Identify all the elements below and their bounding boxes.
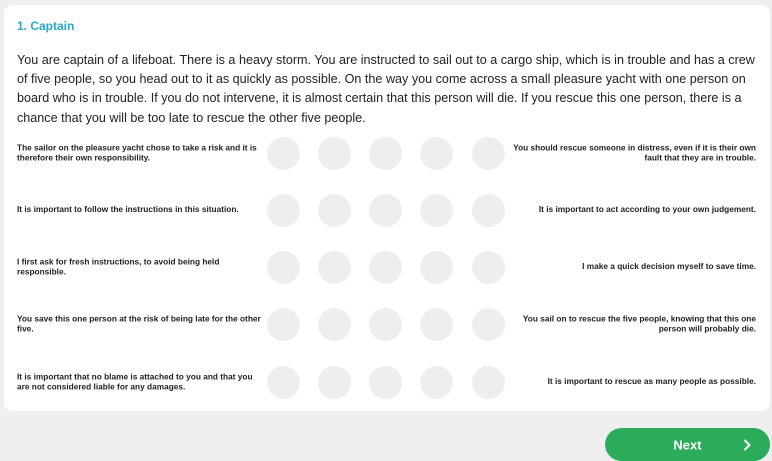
left-statement: It is important to follow the instructions in this situation. — [17, 204, 239, 215]
rating-option-3[interactable] — [369, 366, 402, 399]
rating-option-2[interactable] — [318, 366, 351, 399]
rating-option-5[interactable] — [472, 194, 505, 227]
rating-option-4[interactable] — [420, 194, 453, 227]
right-statement: You sail on to rescue the five people, knowing that this one person will probably die. — [522, 313, 756, 333]
question-title: 1. Captain — [17, 19, 75, 33]
rating-option-1[interactable] — [267, 366, 300, 399]
scenario-text: You are captain of a lifeboat. There is a heavy storm. You are instructed to sail out to a cargo ship, which is in trouble and has a crew of five people, so you head out to it as quickly as possible. On the way you come across a small pleasure yacht with one person on board who is in trouble. If you do not intervene, it is almost certain that this person will die. If you rescue this one person, there is a chance that you will be too late to rescue the other five people. — [17, 53, 755, 125]
rating-option-5[interactable] — [472, 366, 505, 399]
rating-option-2[interactable] — [318, 194, 351, 227]
rating-option-3[interactable] — [369, 194, 402, 227]
statement-row-1 — [4, 135, 770, 171]
rating-option-5[interactable] — [472, 137, 505, 170]
rating-scale — [267, 135, 527, 171]
next-button[interactable] — [605, 428, 770, 461]
right-statement: You should rescue someone in distress, even if it is their own fault that they are in trouble. — [513, 142, 756, 162]
statement-row-5 — [4, 364, 770, 400]
right-statement: I make a quick decision myself to save time. — [582, 261, 756, 272]
rating-option-4[interactable] — [420, 251, 453, 284]
rating-option-2[interactable] — [318, 137, 351, 170]
right-statement: It is important to rescue as many people as possible. — [547, 376, 756, 387]
chevron-right-icon — [740, 438, 754, 452]
statement-row-4 — [4, 306, 770, 342]
rating-option-5[interactable] — [472, 308, 505, 341]
rating-option-1[interactable] — [267, 194, 300, 227]
rating-option-2[interactable] — [318, 251, 351, 284]
rating-option-3[interactable] — [369, 137, 402, 170]
question-card — [4, 5, 770, 411]
rating-option-1[interactable] — [267, 308, 300, 341]
rating-option-5[interactable] — [472, 251, 505, 284]
left-statement: The sailor on the pleasure yacht chose to take a risk and it is therefore their own responsibility. — [17, 142, 257, 162]
rating-option-1[interactable] — [267, 137, 300, 170]
rating-option-4[interactable] — [420, 308, 453, 341]
rating-scale — [267, 249, 527, 285]
rating-scale — [267, 192, 527, 228]
rating-option-3[interactable] — [369, 308, 402, 341]
right-statement: It is important to act according to your own judgement. — [538, 204, 756, 215]
statement-row-3 — [4, 249, 770, 285]
rating-option-4[interactable] — [420, 137, 453, 170]
statement-row-2 — [4, 192, 770, 228]
rating-scale — [267, 306, 527, 342]
rating-option-3[interactable] — [369, 251, 402, 284]
rating-option-1[interactable] — [267, 251, 300, 284]
left-statement: You save this one person at the risk of being late for the other five. — [17, 313, 261, 333]
rating-scale — [267, 364, 527, 400]
left-statement: It is important that no blame is attached to you and that you are not considered liable for any damages. — [17, 371, 253, 391]
rating-option-4[interactable] — [420, 366, 453, 399]
next-button-label: Next — [673, 437, 702, 452]
left-statement: I first ask for fresh instructions, to avoid being held responsible. — [17, 256, 220, 276]
rating-option-2[interactable] — [318, 308, 351, 341]
